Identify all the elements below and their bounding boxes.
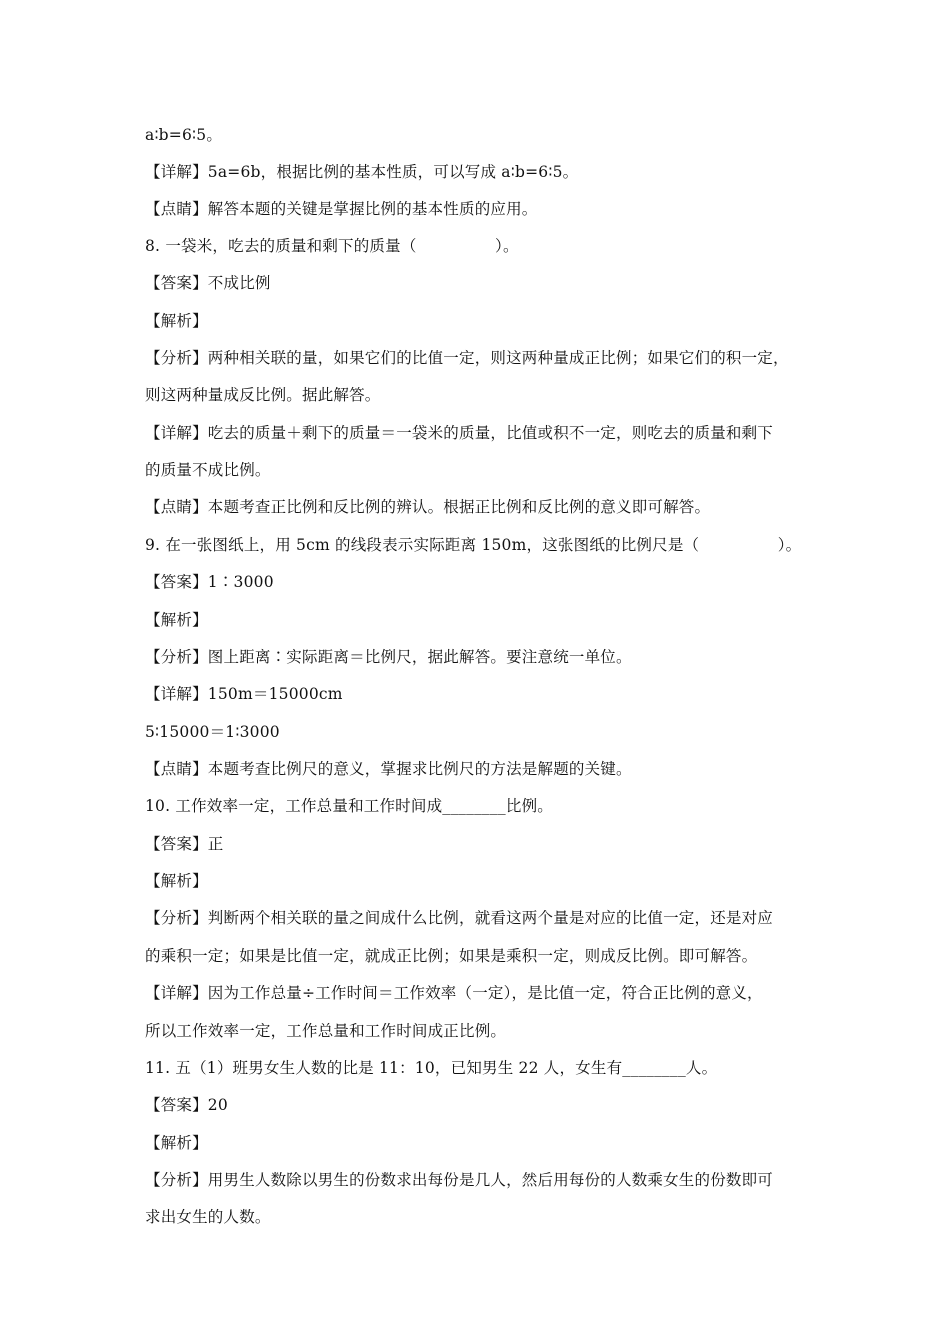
text-line: 【答案】20: [145, 1096, 228, 1114]
text-line: 【分析】判断两个相关联的量之间成什么比例，就看这两个量是对应的比值一定，还是对应: [145, 909, 774, 927]
text-line: a∶b=6∶5。: [145, 126, 223, 144]
text-line: 【点睛】解答本题的关键是掌握比例的基本性质的应用。: [145, 200, 538, 218]
text-line: 的质量不成比例。: [145, 461, 271, 479]
text-line: 【详解】吃去的质量＋剩下的质量＝一袋米的质量，比值或积不一定，则吃去的质量和剩下: [145, 424, 774, 442]
text-line: 【答案】正: [145, 835, 224, 853]
text-line: 【解析】: [145, 312, 208, 330]
text-line: 5∶15000＝1∶3000: [145, 723, 280, 741]
text-line: 所以工作效率一定，工作总量和工作时间成正比例。: [145, 1022, 507, 1040]
question-11: 11. 五（1）班男女生人数的比是 11：10，已知男生 22 人，女生有________人。: [145, 1059, 718, 1077]
text-line: 【分析】两种相关联的量，如果它们的比值一定，则这两种量成正比例；如果它们的积一定，: [145, 349, 789, 367]
text-line: 【分析】用男生人数除以男生的份数求出每份是几人，然后用每份的人数乘女生的份数即可: [145, 1171, 774, 1189]
text-line: 【解析】: [145, 611, 208, 629]
text-line: 【详解】5a=6b，根据比例的基本性质，可以写成 a∶b=6∶5。: [145, 163, 579, 181]
question-8: 8. 一袋米，吃去的质量和剩下的质量（ ）。: [145, 237, 519, 255]
question-10: 10. 工作效率一定，工作总量和工作时间成________比例。: [145, 797, 553, 815]
text-line: 【解析】: [145, 1134, 208, 1152]
text-line: 【点睛】本题考查正比例和反比例的辨认。根据正比例和反比例的意义即可解答。: [145, 498, 711, 516]
text-line: 【详解】因为工作总量÷工作时间＝工作效率（一定），是比值一定，符合正比例的意义，: [145, 984, 763, 1002]
text-line: 则这两种量成反比例。据此解答。: [145, 386, 381, 404]
text-line: 【详解】150m＝15000cm: [145, 685, 343, 703]
text-line: 【点睛】本题考查比例尺的意义，掌握求比例尺的方法是解题的关键。: [145, 760, 632, 778]
text-line: 【答案】不成比例: [145, 274, 271, 292]
text-line: 求出女生的人数。: [145, 1208, 271, 1226]
text-line: 的乘积一定；如果是比值一定，就成正比例；如果是乘积一定，则成反比例。即可解答。: [145, 947, 758, 965]
text-line: 【解析】: [145, 872, 208, 890]
text-line: 【答案】1∶3000: [145, 573, 274, 591]
text-line: 【分析】图上距离∶实际距离＝比例尺，据此解答。要注意统一单位。: [145, 648, 632, 666]
question-9: 9. 在一张图纸上，用 5cm 的线段表示实际距离 150m，这张图纸的比例尺是（ ）。: [145, 536, 802, 554]
